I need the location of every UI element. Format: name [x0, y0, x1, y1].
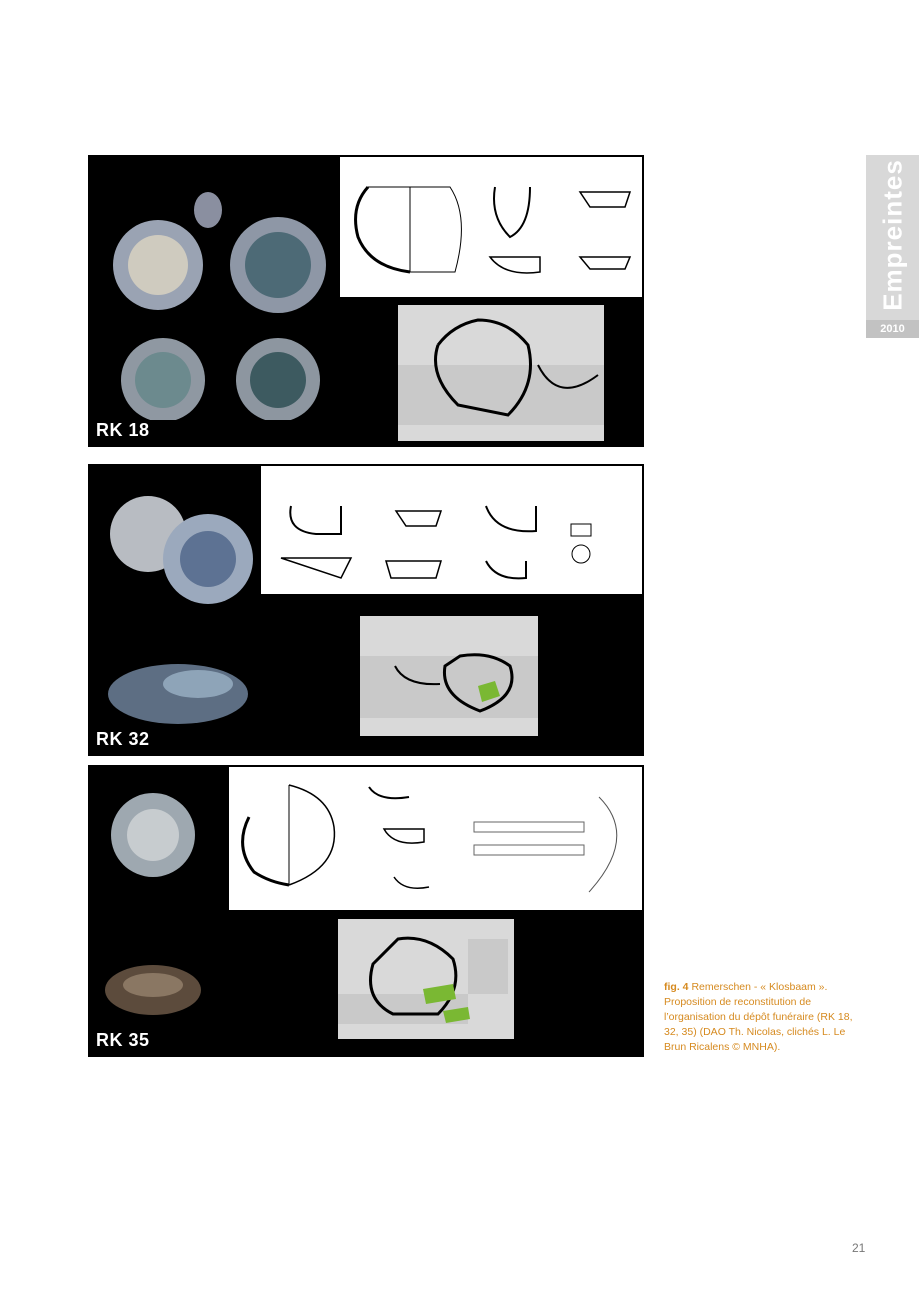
urn-photos — [98, 479, 258, 729]
grave-section-drawing — [398, 305, 604, 441]
pottery-drawings — [340, 157, 642, 297]
figure-panel-rk35 — [88, 765, 644, 1057]
urn-photos — [98, 170, 338, 420]
urn-photos — [98, 785, 218, 1030]
pottery-drawings — [229, 767, 642, 910]
sidebar-title: Empreintes — [877, 159, 907, 311]
grave-section-drawing — [360, 616, 538, 736]
caption-text: Remerschen - « Klosbaam ». Proposition de reconstitution de l’organisation du dépôt funéraire (RK 18, 32, 35) (DAO Th. Nicolas, clichés L. Le Brun Ricalens © MNHA). — [664, 981, 853, 1053]
pottery-drawings — [261, 466, 642, 594]
grave-section-drawing — [338, 919, 514, 1039]
figure-label: fig. 4 — [664, 981, 689, 993]
sidebar-tab — [866, 155, 919, 338]
page-number: 21 — [852, 1241, 866, 1255]
sidebar-year: 2010 — [866, 320, 919, 338]
figure-panel-rk32 — [88, 464, 644, 756]
panel-label: RK 35 — [96, 1030, 150, 1050]
figure-panel-rk18 — [88, 155, 644, 447]
figure-caption — [664, 980, 864, 1055]
panel-label: RK 18 — [96, 420, 150, 440]
panel-label: RK 32 — [96, 729, 150, 749]
